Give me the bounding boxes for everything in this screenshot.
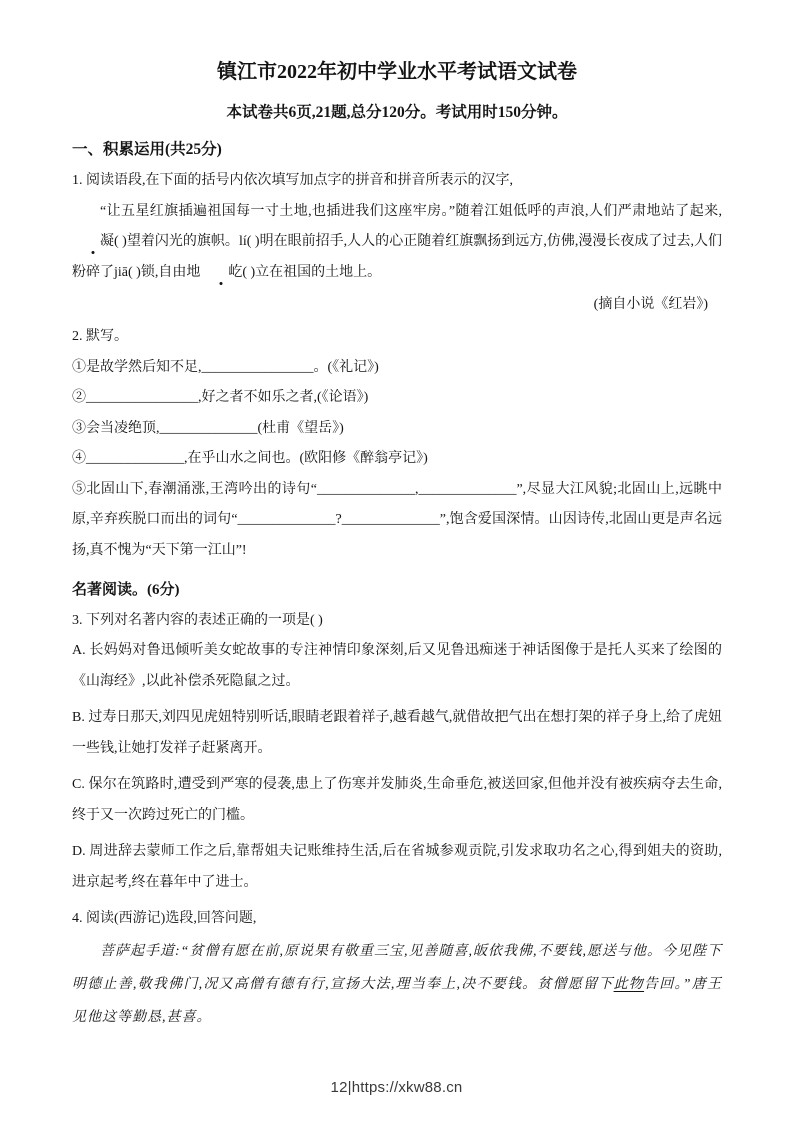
- passage-text: “让五星红旗插遍祖国每一寸土地,也插进我们这座牢房。”随着江姐低呼的声浪,人们严肃地站了起来,: [100, 203, 722, 219]
- page-title: 镇江市2022年初中学业水平考试语文试卷: [217, 61, 577, 83]
- famous-works-reading-heading: 名著阅读。(6分): [72, 582, 180, 598]
- dotted-character-yi: 屹: [200, 265, 242, 281]
- option-a: A. 长妈妈对鲁迅倾听美女蛇故事的专注神情印象深刻,后又见鲁迅痴迷于神话图像于是托人买来了绘图的《山海经》,以此补偿杀死隐鼠之过。: [72, 643, 722, 689]
- question-1-passage: [72, 197, 722, 289]
- option-b: B. 过寿日那天,刘四见虎妞特别听话,眼睛老跟着祥子,越看越气,就借故把气出在想打架的祥子身上,给了虎妞一些钱,让她打发祥子赶紧离开。: [72, 710, 722, 756]
- option-d: D. 周进辞去蒙师工作之后,靠帮姐夫记账维持生活,后在省城参观贡院,引发求取功名之心,得到姐夫的资助,进京起考,终在暮年中了进士。: [72, 844, 722, 890]
- dictation-item-1: ①是故学然后知不足,________________。(《礼记》): [72, 359, 379, 375]
- dotted-character-ning: 凝: [72, 234, 114, 250]
- question-3-stem: 3. 下列对名著内容的表述正确的一项是( ): [72, 612, 323, 628]
- passage-text: 菩萨起手道:“贫僧有愿在前,原说果有敬重三宝,见善随喜,皈依我佛,不要钱,愿送与他。今见陛下明德止善,敬我佛门,况又高僧有德有行,宣扬大法,理当奉上,决不要钱。贫僧愿留下: [72, 943, 722, 992]
- dictation-item-2: ②________________,好之者不如乐之者,(《论语》): [72, 390, 369, 405]
- page-footer: 12|https://xkw88.cn: [330, 1079, 463, 1096]
- source-attribution: (摘自小说《红岩》): [593, 297, 708, 312]
- passage-text: 告回。”唐王见他这等勤恳,甚喜。: [72, 976, 722, 1025]
- exam-info-line: 本试卷共6页,21题,总分120分。考试用时150分钟。: [226, 104, 568, 121]
- option-c: C. 保尔在筑路时,遭受到严寒的侵袭,患上了伤寒并发肺炎,生命垂危,被送回家,但他并没有被疾病夺去生命,终于又一次跨过死亡的门槛。: [72, 777, 722, 823]
- dictation-item-4: ④______________,在乎山水之间也。(欧阳修《醉翁亭记》): [72, 451, 428, 466]
- underlined-phrase: 此物: [613, 976, 645, 992]
- dictation-item-3: ③会当凌绝顶,______________(杜甫《望岳》): [72, 420, 344, 436]
- question-4-stem: 4. 阅读(西游记)选段,回答问题,: [72, 911, 257, 926]
- question-1-stem: 1. 阅读语段,在下面的括号内依次填写加点字的拼音和拼音所表示的汉字,: [72, 173, 513, 188]
- question-2-stem: 2. 默写。: [72, 329, 128, 344]
- question-4-passage: [72, 935, 722, 1034]
- section-1-heading: 一、积累运用(共25分): [72, 141, 222, 158]
- dictation-item-5: ⑤北固山下,春潮涌涨,王湾吟出的诗句“______________,______________”,尽显大江风貌;北固山上,远眺中原,辛弃疾脱口而出的词句“______________?______________”,饱含爱国深情。山因诗传,北固山更是声名远扬,真不愧为“天下第一江山”!: [72, 481, 722, 558]
- passage-text: ( )立在祖国的土地上。: [242, 264, 382, 280]
- passage-text: ( )望着闪光的旗帜。lí( )明在眼前招手,人人的心正随着红旗飘扬到远方,仿佛,漫漫长夜成了过去,人们粉碎了jiā( )锁,自由地: [72, 234, 722, 280]
